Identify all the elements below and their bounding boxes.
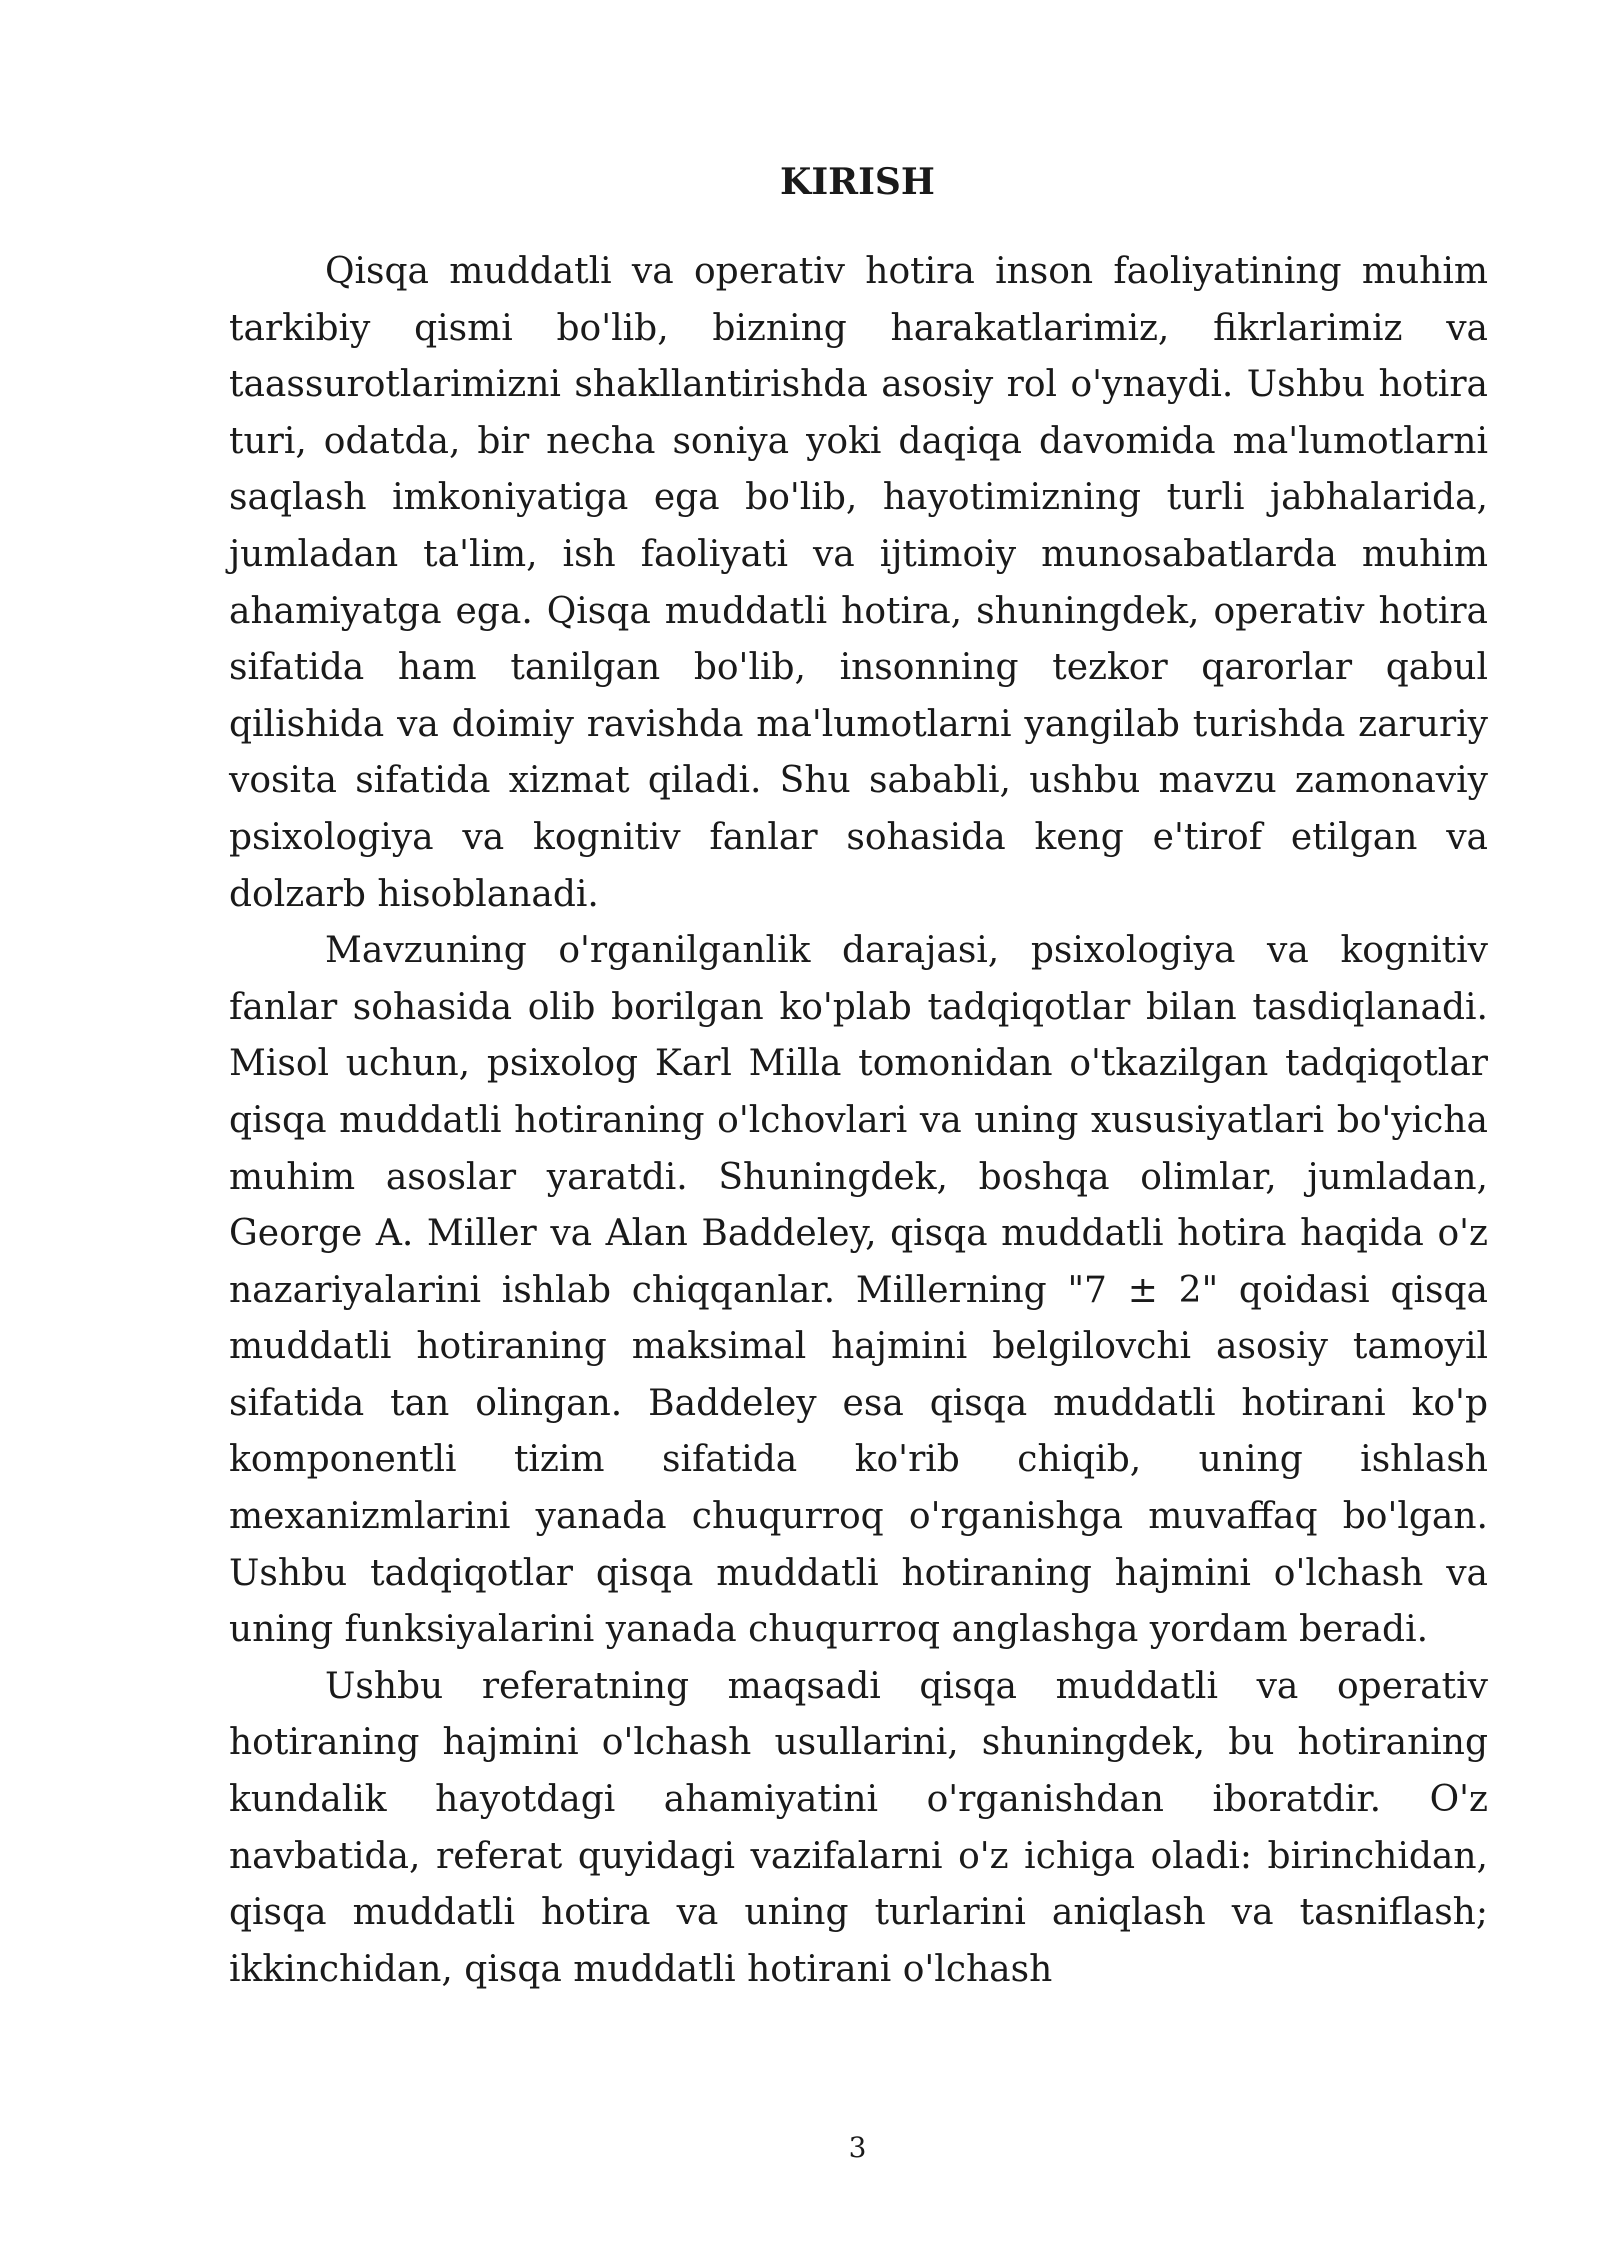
- page-number: 3: [848, 2131, 867, 2164]
- paragraph-goals: Ushbu referatning maqsadi qisqa muddatli va operativ hotiraning hajmini o'lchash usullarini, shuningdek, bu hotiraning kundalik hayotdagi ahamiyatini o'rganishdan iboratdir. O'z navbatida, referat quyidagi vazifalarni o'z ichiga oladi: birinchidan, qisqa muddatli hotira va uning turlarini aniqlash va tasniflash; ikkinchidan, qisqa muddatli hotirani o'lchash: [229, 1665, 1488, 1990]
- paragraph-introduction: Qisqa muddatli va operativ hotira inson faoliyatining muhim tarkibiy qismi bo'lib, bizning harakatlarimiz, fikrlarimiz va taassurotlarimizni shakllantirishda asosiy rol o'ynaydi. Ushbu hotira turi, odatda, bir necha soniya yoki daqiqa davomida ma'lumotlarni saqlash imkoniyatiga ega bo'lib, hayotimizning turli jabhalarida, jumladan ta'lim, ish faoliyati va ijtimoiy munosabatlarda muhim ahamiyatga ega. Qisqa muddatli hotira, shuningdek, operativ hotira sifatida ham tanilgan bo'lib, insonning tezkor qarorlar qabul qilishida va doimiy ravishda ma'lumotlarni yangilab turishda zaruriy vosita sifatida xizmat qiladi. Shu sababli, ushbu mavzu zamonaviy psixologiya va kognitiv fanlar sohasida keng e'tirof etilgan va dolzarb hisoblanadi.: [229, 251, 1488, 915]
- document-body: [229, 244, 1488, 1998]
- page-title: KIRISH: [780, 161, 935, 203]
- paragraph-research-level: Mavzuning o'rganilganlik darajasi, psixologiya va kognitiv fanlar sohasida olib borilgan ko'plab tadqiqotlar bilan tasdiqlanadi. Misol uchun, psixolog Karl Milla tomonidan o'tkazilgan tadqiqotlar qisqa muddatli hotiraning o'lchovlari va uning xususiyatlari bo'yicha muhim asoslar yaratdi. Shuningdek, boshqa olimlar, jumladan, George A. Miller va Alan Baddeley, qisqa muddatli hotira haqida o'z nazariyalarini ishlab chiqqanlar. Millerning "7 ± 2" qoidasi qisqa muddatli hotiraning maksimal hajmini belgilovchi asosiy tamoyil sifatida tan olingan. Baddeley esa qisqa muddatli hotirani ko'p komponentli tizim sifatida ko'rib chiqib, uning ishlash mexanizmlarini yanada chuqurroq o'rganishga muvaffaq bo'lgan. Ushbu tadqiqotlar qisqa muddatli hotiraning hajmini o'lchash va uning funksiyalarini yanada chuqurroq anglashga yordam beradi.: [229, 930, 1488, 1651]
